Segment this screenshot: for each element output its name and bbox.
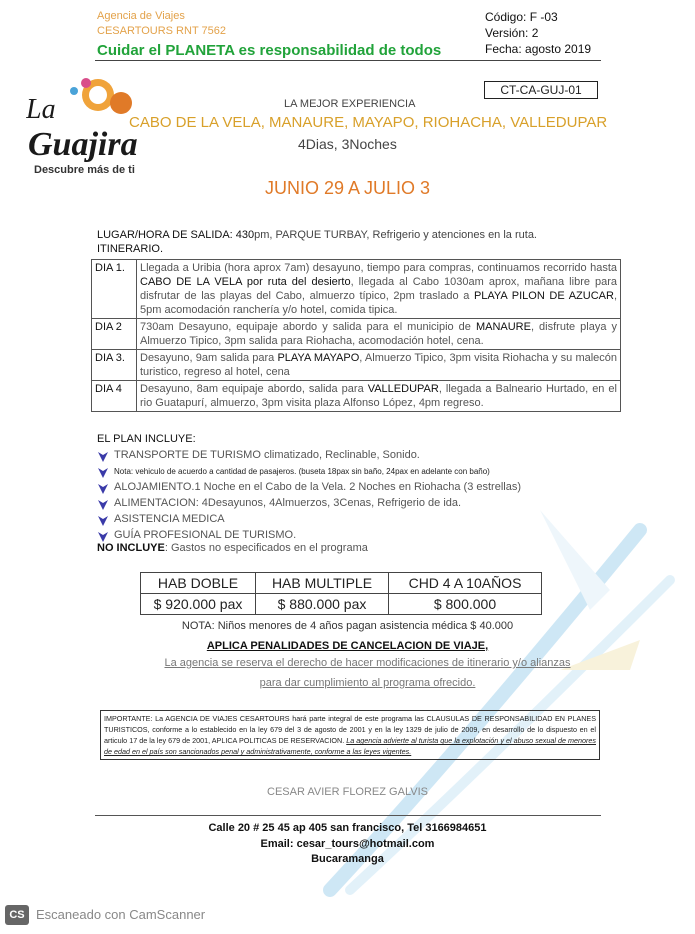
cancellation-notice: APLICA PENALIDADES DE CANCELACION DE VIAJE, [206, 640, 489, 652]
price-note: NOTA: Niños menores de 4 años pagan asistencia médica $ 40.000 [181, 620, 514, 632]
price-header: HAB DOBLE [141, 573, 256, 594]
not-included-value: : Gastos no especificados en el programa [164, 542, 368, 554]
experience-label: LA MEJOR EXPERIENCIA [284, 98, 416, 110]
important-text: IMPORTANTE: La AGENCIA DE VIAJES CESARTOURS hará parte integral de este programa las CLAUSULAS DE RESPONSABILIDAD EN PLANES TURISTICOS, conforme a lo establecido en la ley 679 del 3 de agosto de 2001 y en la ley 1329 de julio de 2009, en desarrollo de lo dispuesto en el articulo 17 de la ley 679 de 2001, APLICA POLITICAS DE RESERVACION. [104, 714, 596, 745]
day-label: DIA 1. [92, 260, 137, 319]
agency-label: Agencia de Viajes [97, 10, 185, 22]
trip-dates: JUNIO 29 A JULIO 3 [264, 178, 431, 198]
bullet-arrow-icon [97, 498, 109, 510]
day-description: 730am Desayuno, equipaje abordo y salida para el municipio de MANAURE, disfrute playa y Almuerzo Tipico, 3pm salida para Riohacha, acomodación hotel, cena. [137, 319, 621, 350]
day-description: Llegada a Uribia (hora aprox 7am) desayuno, tiempo para compras, continuamos recorrido hasta CABO DE LA VELA por ruta del desierto, llegada al Cabo 1030am aprox, mañana libre para disfrutar de las playas del Cabo, almuerzo típico, 2pm traslado a PLAYA PILON DE AZUCAR, 5pm acomodación ranchería y/o hotel, comida tipica. [137, 260, 621, 319]
doc-code-box: CT-CA-GUJ-01 [484, 81, 598, 99]
table-row [92, 260, 621, 319]
signature-name: CESAR AVIER FLOREZ GALVIS [267, 786, 428, 798]
city-line: Bucaramanga [311, 853, 384, 865]
table-row [141, 594, 542, 615]
list-item: GUÍA PROFESIONAL DE TURISMO. [97, 528, 521, 544]
doc-codigo: Código: F -03 [485, 10, 558, 24]
logo-tagline: Descubre más de ti [34, 164, 135, 176]
price-header: HAB MULTIPLE [256, 573, 389, 594]
bullet-arrow-icon [97, 482, 109, 494]
logo-guajira: Guajira [28, 126, 138, 163]
list-item: ALOJAMIENTO.1 Noche en el Cabo de la Vela. 2 Noches en Riohacha (3 estrellas) [97, 480, 521, 496]
list-item: ASISTENCIA MEDICA [97, 512, 521, 528]
departure-label: LUGAR/HORA DE SALIDA: 430 [97, 229, 255, 241]
not-included [97, 542, 368, 554]
camscanner-icon: CS [5, 905, 29, 925]
list-item: ALIMENTACION: 4Desayunos, 4Almuerzos, 3Cenas, Refrigerio de ida. [97, 496, 521, 512]
price-header: CHD 4 A 10AÑOS [389, 573, 542, 594]
day-label: DIA 4 [92, 381, 137, 412]
price-value: $ 880.000 pax [256, 594, 389, 615]
agency-rnt: CESARTOURS RNT 7562 [97, 25, 226, 37]
doc-fecha: Fecha: agosto 2019 [485, 42, 592, 56]
header-divider [95, 60, 601, 61]
bullet-arrow-icon [97, 466, 109, 478]
day-description: Desayuno, 9am salida para PLAYA MAYAPO, Almuerzo Tipico, 3pm visita Riohacha y su malecón turistico, regreso al hotel, cena [137, 350, 621, 381]
table-row [92, 381, 621, 412]
signature-line [95, 815, 601, 816]
price-value: $ 920.000 pax [141, 594, 256, 615]
list-item: TRANSPORTE DE TURISMO climatizado, Reclinable, Sonido. [97, 448, 521, 464]
camscanner-watermark: Escaneado con CamScanner [36, 907, 206, 922]
doc-meta [485, 9, 591, 57]
bullet-arrow-icon [97, 450, 109, 462]
bullet-arrow-icon [97, 514, 109, 526]
table-row [141, 573, 542, 594]
departure-info [97, 229, 537, 241]
important-notice [100, 710, 600, 760]
table-row [92, 350, 621, 381]
reservation-note-1: La agencia se reserva el derecho de hacer modificaciones de itinerario y/o alianzas [164, 657, 571, 669]
departure-value: pm, PARQUE TURBAY, Refrigerio y atenciones en la ruta. [254, 229, 537, 241]
table-row [92, 319, 621, 350]
logo-la: La [26, 94, 56, 125]
itinerary-table [91, 259, 621, 412]
not-included-label: NO INCLUYE [97, 542, 165, 554]
plan-list [97, 448, 521, 544]
email-line: Email: cesar_tours@hotmail.com [260, 838, 435, 850]
destinations: CABO DE LA VELA, MANAURE, MAYAPO, RIOHACHA, VALLEDUPAR [129, 114, 608, 131]
plan-title: EL PLAN INCLUYE: [97, 433, 196, 445]
slogan: Cuidar el PLANETA es responsabilidad de todos [97, 42, 442, 59]
itinerary-label: ITINERARIO. [97, 243, 164, 255]
duration: 4Dias, 3Noches [298, 136, 397, 152]
day-label: DIA 2 [92, 319, 137, 350]
doc-version: Versión: 2 [485, 26, 539, 40]
bullet-arrow-icon [97, 530, 109, 542]
reservation-note-2: para dar cumplimiento al programa ofrecido. [259, 677, 476, 689]
day-label: DIA 3. [92, 350, 137, 381]
day-description: Desayuno, 8am equipaje abordo, salida para VALLEDUPAR, llegada a Balneario Hurtado, en el rio Guatapurí, almuerzo, 3pm visita plaza Alfonso López, 4pm regreso. [137, 381, 621, 412]
address-line: Calle 20 # 25 45 ap 405 san francisco, Tel 3166984651 [208, 822, 487, 834]
list-item: Nota: vehiculo de acuerdo a cantidad de pasajeros. (buseta 18pax sin baño, 24pax en adelante con baño) [97, 464, 521, 480]
price-table [140, 572, 542, 615]
price-value: $ 800.000 [389, 594, 542, 615]
important-warning: La agencia advierte al turista que la explotación y el abuso sexual de menores de edad en el país son sancionados penal y administrativamente, conforme a las leyes vigentes. [104, 736, 596, 756]
